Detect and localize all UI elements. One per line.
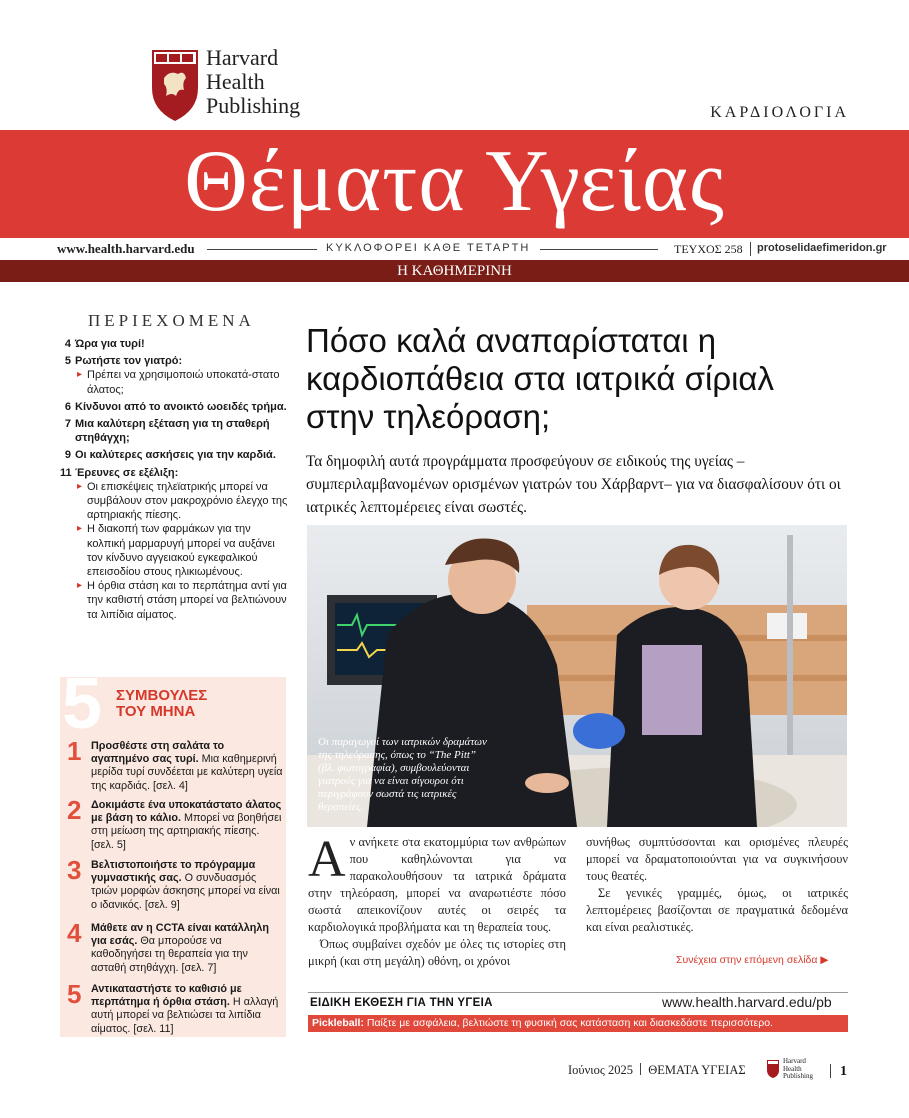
divider [308,992,848,993]
section-label: ΚΑΡΔΙΟΛΟΓΙΑ [710,104,849,121]
pickleball-text: Παίξτε με ασφάλεια, βελτιώστε τη φυσική σας κατάσταση και διασκεδάστε περισσότερο. [366,1017,773,1029]
contents-item[interactable]: 7 Μια καλύτερη εξέταση για τη σταθερή στηθάγχη; [64,418,270,445]
publication-frequency: ΚΥΚΛΟΦΟΡΕΙ ΚΑΘΕ ΤΕΤΑΡΤΗ [326,242,531,254]
masthead-title: Θέματα Υγείας [184,133,725,230]
harvard-shield-mini-logo [766,1059,780,1079]
source-watermark: protoselidaefimeridon.gr [757,242,887,254]
pickleball-label: Pickleball: [312,1017,364,1029]
divider [830,1064,831,1078]
article-headline: Πόσο καλά αναπαρίσταται η καρδιοπάθεια στα ιατρικά σίριαλ στην τηλεόραση; [306,322,775,435]
contents-item[interactable]: 4 Ώρα για τυρί! [64,338,145,350]
divider [540,249,658,250]
tips-big-number: 5 [62,664,103,744]
pickleball-banner [308,1015,848,1032]
contents-title: ΠΕΡΙΕΧΟΜΕΝΑ [88,311,255,330]
continued-link[interactable]: Συνέχεια στην επόμενη σελίδα ▶ [676,954,829,966]
mini-brand: Harvard Health Publishing [783,1057,813,1080]
contents-list [60,337,288,625]
special-report-title: ΕΙΔΙΚΗ ΕΚΘΕΣΗ ΓΙΑ ΤΗΝ ΥΓΕΙΑ [310,997,493,1009]
publisher-name: Η ΚΑΘΗΜΕΡΙΝΗ [397,263,512,279]
footer-info: Ιούνιος 2025 ΘΕΜΑΤΑ ΥΓΕΙΑΣ [568,1063,746,1077]
brand-name: Harvard Health Publishing [206,45,301,118]
divider [750,242,751,256]
harvard-shield-logo [150,48,200,123]
header-url[interactable]: www.health.harvard.edu [57,241,195,256]
contents-item[interactable]: 6 Κίνδυνοι από το ανοικτό ωοειδές τρήμα. [64,400,287,413]
article-body-col1: Αν ανήκετε στα εκατομμύρια των ανθρώπων που καθηλώνονται για να παρακολουθήσουν τα ιατρικά δράματα στην τηλεόραση, μπορεί να αναρωτιέστε πόσο σωστά απεικονίζουν αυτές οι σειρές τα καρδιολογικά προβλήματα και τη θεραπεία τους. Όπως συμβαίνει σχεδόν με όλες τις ιστορίες στη μικρή (και στη μεγάλη) οθόνη, οι χρόνοι [308,831,566,968]
contents-item[interactable]: 11 Έρευνες σε εξέλιξη: ▸ Οι επισκέψεις τηλεϊατρικής μπορεί να συμβάλουν στον μακροχρόνιο έλεγχο της αρτηριακής πίεσης. ▸ Η διακοπή των φαρμάκων για την κολπική μαρμαρυγή μπορεί να αυξάνει τον κίνδυνο αγγειακού εγκεφαλικού επεισοδίου στους ηλικιωμένους. ▸ Η όρθια στάση και το περπάτημα αντί για την καθιστή στάση μπορεί να βελτιώνουν τα λιπίδια αίματος. [60,466,288,622]
contents-item[interactable]: 9 Οι καλύτερες ασκήσεις για την καρδιά. [64,449,276,462]
special-report-url[interactable]: www.health.harvard.edu/pb [662,994,832,1010]
issue-number: ΤΕΥΧΟΣ 258 [674,242,743,256]
divider [207,249,317,250]
tips-title: ΣΥΜΒΟΥΛΕΣ ΤΟΥ ΜΗΝΑ [116,687,208,720]
article-body-col2: συνήθως συμπτύσσονται και ορισμένες πλευρές μπορεί να δραματοποιούνται για να συγκινήσουν τους θεατές. Σε γενικές γραμμές, όμως, οι ιατρικές λεπτομέρειες βασίζονται σε πραγματικά δεδομένα και είναι ρεαλιστικές. [586,835,848,934]
article-deck: Τα δημοφιλή αυτά προγράμματα προσφεύγουν σε ειδικούς της υγείας –συμπεριλαμβανομένων ορισμένων γιατρών του Χάρβαρντ– για να διασφαλίσουν ότι οι ιατρικές λεπτομέρειες είναι σωστές. [306,453,841,516]
contents-item[interactable]: 5 Ρωτήστε τον γιατρό: ▸ Πρέπει να χρησιμοποιώ υποκατά-στατο άλατος; [60,354,288,397]
drop-cap: Α [308,831,346,888]
photo-caption: Οι παραγωγοί των ιατρικών δραμάτων της τηλεόρασης, όπως το “The Pitt” (βλ. φωτογραφία), συμβουλεύονται γιατρούς για να είναι σίγουροι ότι περιγράφουν σωστά τις ιατρικές θεραπείες. [318,736,487,813]
page-number: 1 [840,1064,847,1079]
